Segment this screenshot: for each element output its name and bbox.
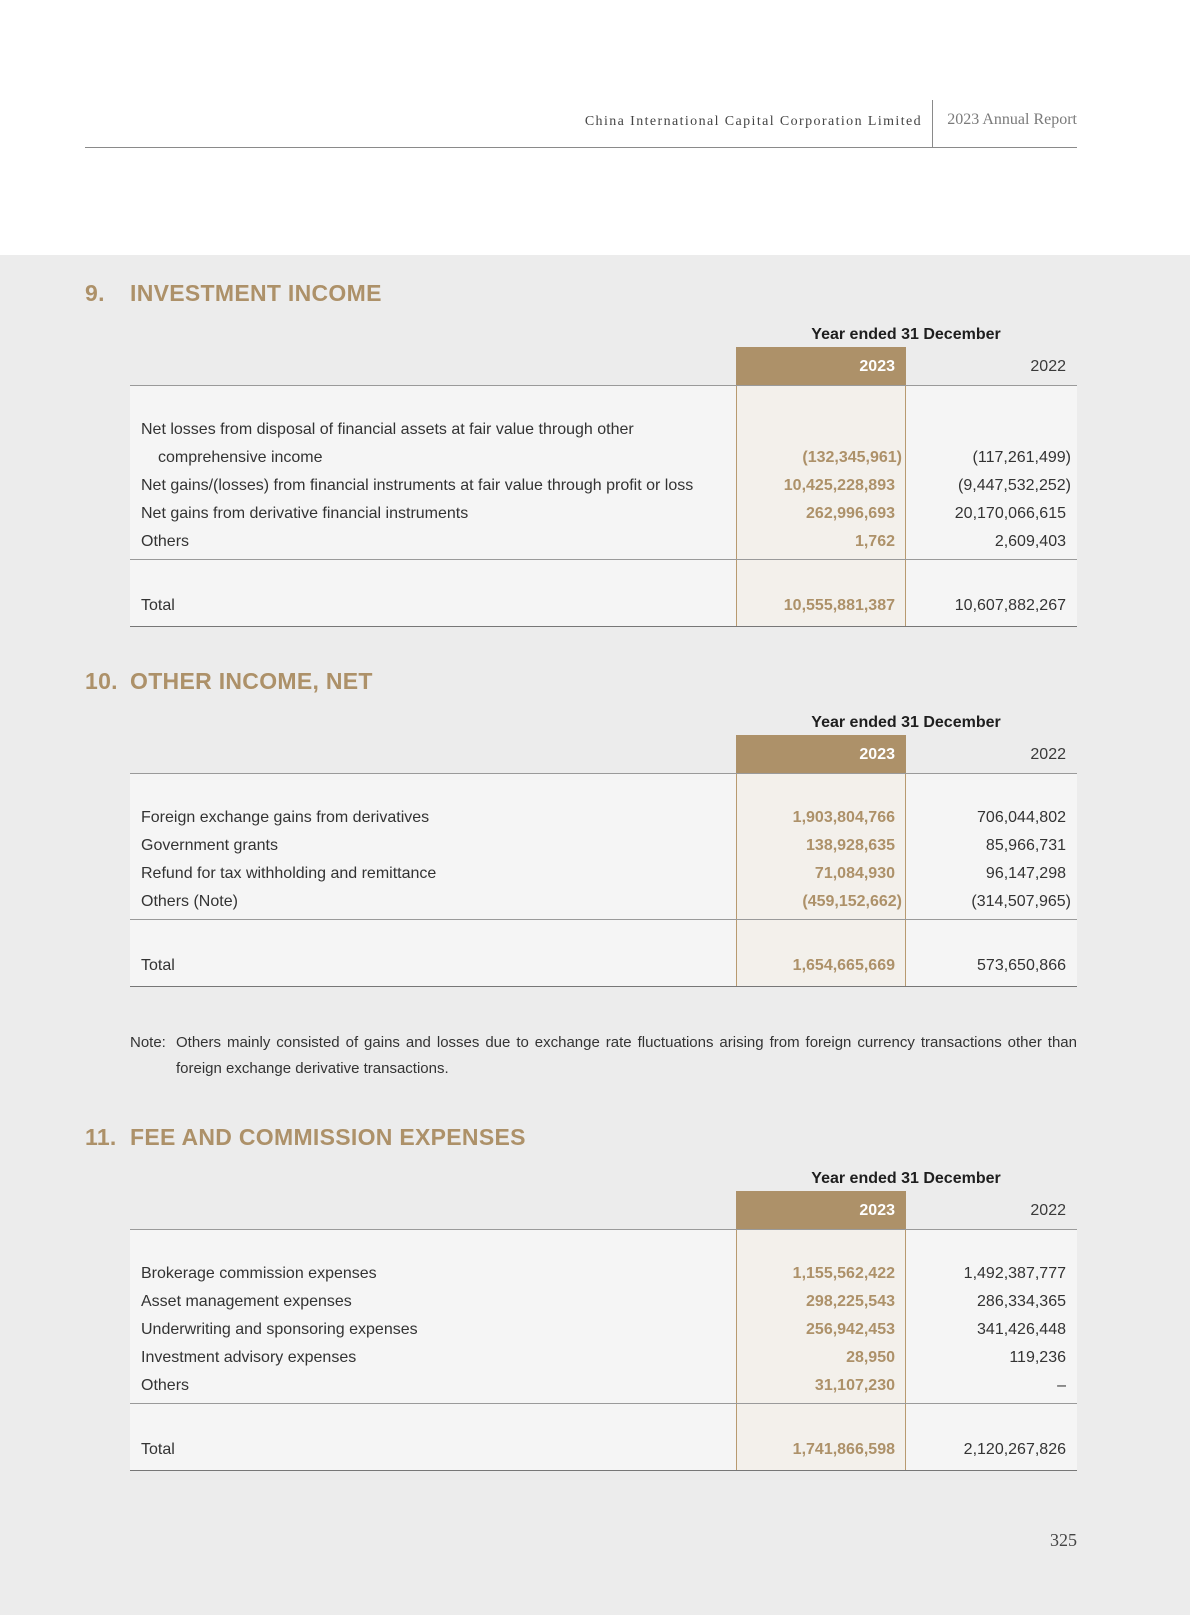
table-row [130,862,1077,890]
column-group-header: Year ended 31 December [811,1170,1001,1187]
column-header-2023: 2023 [736,735,906,773]
section-number: 11. [85,1124,117,1150]
section-title [85,280,1077,310]
value-2023: 298,225,543 [806,1293,895,1310]
note-label: Note: [130,1034,166,1051]
investment-income-table [130,347,1077,627]
value-2023: (459,152,662) [802,893,902,910]
row-label: Net gains/(losses) from financial instruments at fair value through profit or loss [141,477,694,494]
value-2023: 1,155,562,422 [792,1265,895,1282]
value-2022: 2,609,403 [994,533,1066,550]
section-heading: OTHER INCOME, NET [130,668,373,694]
value-2023: 31,107,230 [814,1377,895,1394]
value-2023: 1,762 [854,533,895,550]
total-row [130,1438,1077,1466]
row-label: Brokerage commission expenses [141,1265,377,1282]
column-group-header: Year ended 31 December [811,326,1001,343]
table-header [130,347,1077,386]
section-title [85,1124,1077,1154]
section-heading: FEE AND COMMISSION EXPENSES [130,1124,526,1150]
table-row [130,1290,1077,1318]
value-2023: 28,950 [846,1349,895,1366]
table-row [130,1374,1077,1402]
row-label: Government grants [141,837,278,854]
page-header [85,100,1077,148]
table-row [130,446,1077,474]
row-label: Net losses from disposal of financial assets at fair value through other [141,421,634,438]
row-label: Others [141,533,190,550]
row-label: Investment advisory expenses [141,1349,357,1366]
table-row [130,834,1077,862]
table-body [130,774,1077,920]
value-2023: 10,425,228,893 [783,477,895,494]
value-2022: (117,261,499) [972,449,1071,466]
column-header-2022: 2022 [1030,746,1066,763]
table-body [130,1230,1077,1404]
other-income-table [130,735,1077,987]
value-2022: 706,044,802 [977,809,1066,826]
value-2023: 256,942,453 [806,1321,895,1338]
table-row [130,474,1077,502]
table-row [130,1346,1077,1374]
column-header-2023: 2023 [736,347,906,385]
total-value-2023: 1,741,866,598 [792,1441,895,1458]
table-row [130,1318,1077,1346]
section-other-income [85,668,1077,974]
section-number: 9. [85,280,105,306]
value-2023: 1,903,804,766 [792,809,895,826]
table-row [130,502,1077,530]
value-2022: 341,426,448 [977,1321,1066,1338]
section-fee-commission-expenses [85,1124,1077,1458]
total-label: Total [141,1441,175,1458]
value-2022: 20,170,066,615 [954,505,1066,522]
total-value-2022: 10,607,882,267 [954,597,1066,614]
value-2022: 96,147,298 [985,865,1066,882]
header-company: China International Capital Corporation Limited [584,114,922,129]
value-2022: 286,334,365 [977,1293,1066,1310]
value-2022: – [1057,1377,1066,1394]
total-label: Total [141,957,175,974]
value-2023: 138,928,635 [806,837,895,854]
value-2023: 71,084,930 [814,865,895,882]
total-value-2023: 10,555,881,387 [783,597,895,614]
table-row [130,806,1077,834]
value-2022: 119,236 [1009,1349,1066,1366]
row-label: comprehensive income [158,449,323,466]
value-2022: (9,447,532,252) [958,477,1071,494]
section-heading: INVESTMENT INCOME [130,280,382,306]
value-2022: (314,507,965) [971,893,1071,910]
column-header-2023: 2023 [736,1191,906,1229]
column-header-2022: 2022 [1030,358,1066,375]
table-total [130,560,1077,627]
header-divider [932,100,933,147]
row-label: Foreign exchange gains from derivatives [141,809,430,826]
row-label: Asset management expenses [141,1293,352,1310]
row-label: Others [141,1377,190,1394]
row-label: Refund for tax withholding and remittance [141,865,437,882]
row-label: Underwriting and sponsoring expenses [141,1321,418,1338]
value-2022: 1,492,387,777 [963,1265,1066,1282]
section-investment-income [85,280,1077,614]
page-number: 325 [1050,1530,1077,1550]
column-group-header: Year ended 31 December [811,714,1001,731]
section-number: 10. [85,668,118,694]
footnote [130,1030,1077,1082]
table-row [130,1262,1077,1290]
total-label: Total [141,597,175,614]
fee-commission-table [130,1191,1077,1471]
table-total [130,1404,1077,1471]
total-value-2023: 1,654,665,669 [792,957,895,974]
header-report-title: 2023 Annual Report [947,111,1077,128]
table-total [130,920,1077,987]
table-row [130,418,1077,446]
table-row [130,530,1077,558]
note-text: Others mainly consisted of gains and losses due to exchange rate fluctuations arising from foreign currency transactions other than foreign exchange derivative transactions. [176,1034,1077,1077]
value-2023: 262,996,693 [806,505,895,522]
value-2022: 85,966,731 [985,837,1066,854]
value-2023: (132,345,961) [802,449,902,466]
table-row [130,890,1077,918]
total-row [130,954,1077,982]
table-body [130,386,1077,560]
total-value-2022: 2,120,267,826 [963,1441,1066,1458]
section-title [85,668,1077,698]
row-label: Others (Note) [141,893,238,910]
table-header [130,735,1077,774]
column-header-2022: 2022 [1030,1202,1066,1219]
row-label: Net gains from derivative financial instruments [141,505,469,522]
total-value-2022: 573,650,866 [977,957,1066,974]
total-row [130,594,1077,622]
table-header [130,1191,1077,1230]
